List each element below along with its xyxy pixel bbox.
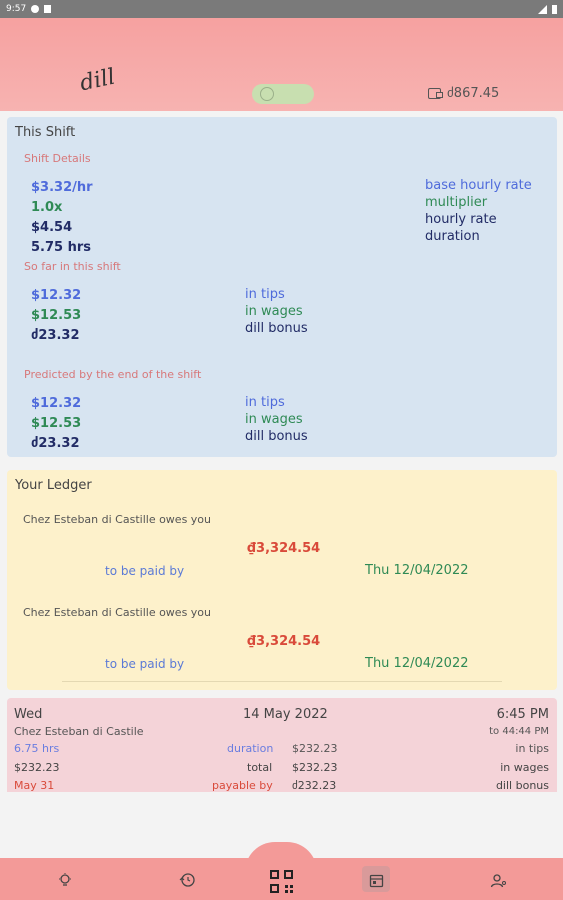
- ledger-divider: [62, 681, 502, 682]
- dill-logo: dill: [77, 64, 118, 97]
- clock-in-toggle[interactable]: [252, 84, 314, 104]
- so-far-tips-value: $12.32: [31, 288, 82, 303]
- storage-icon: [44, 5, 51, 13]
- balance-display[interactable]: [428, 86, 499, 101]
- predicted-tips-label: in tips: [245, 395, 285, 410]
- notification-icon: [31, 5, 39, 13]
- this-shift-card: [7, 117, 557, 457]
- row-total-label: total: [247, 761, 273, 774]
- so-far-heading: So far in this shift: [24, 260, 121, 273]
- calendar-icon[interactable]: [366, 870, 386, 890]
- row-date: 14 May 2022: [243, 707, 328, 722]
- row-end-time: to 44:44 PM: [489, 726, 549, 737]
- multiplier-value: 1.0x: [31, 200, 63, 215]
- duration-value: 5.75 hrs: [31, 240, 92, 255]
- row-total-value: $232.23: [14, 761, 60, 774]
- hourly-rate-value: $4.54: [31, 220, 73, 235]
- ledger-paid-by-label: to be paid by: [105, 657, 185, 671]
- predicted-wages-label: in wages: [245, 412, 303, 427]
- row-bonus-value: ძ232.23: [292, 779, 337, 792]
- row-day: Wed: [14, 707, 43, 722]
- predicted-tips-value: $12.32: [31, 396, 82, 411]
- balance-amount: ძ867.45: [447, 86, 500, 101]
- battery-icon: [552, 5, 557, 14]
- ledger-owes-text: Chez Esteban di Castille owes you: [23, 513, 212, 526]
- shift-card-title: This Shift: [15, 125, 76, 140]
- status-time: 9:57: [6, 4, 27, 14]
- ledger-owes-text: Chez Esteban di Castille owes you: [23, 606, 212, 619]
- row-wages-label: in wages: [500, 761, 549, 774]
- shift-history-row[interactable]: [7, 698, 557, 792]
- wallet-icon: [428, 88, 441, 99]
- row-wages-value: $232.23: [292, 761, 338, 774]
- predicted-bonus-value: ძ23.32: [31, 436, 80, 451]
- so-far-bonus-value: ძ23.32: [31, 328, 80, 343]
- so-far-wages-value: $12.53: [31, 308, 82, 323]
- predicted-heading: Predicted by the end of the shift: [24, 368, 202, 381]
- ledger-amount: ₫3,324.54: [247, 634, 321, 649]
- duration-label: duration: [425, 229, 480, 244]
- ledger-card: [7, 470, 557, 690]
- row-tips-label: in tips: [515, 742, 549, 755]
- base-rate-label: base hourly rate: [425, 178, 532, 193]
- status-bar: [0, 0, 563, 18]
- ledger-title: Your Ledger: [15, 478, 92, 493]
- row-tips-value: $232.23: [292, 742, 338, 755]
- so-far-wages-label: in wages: [245, 304, 303, 319]
- row-pay-date: May 31: [14, 779, 55, 792]
- row-payable-label: payable by: [212, 779, 273, 792]
- ledger-amount: ₫3,324.54: [247, 541, 321, 556]
- row-start-time: 6:45 PM: [496, 707, 549, 722]
- row-duration-label: duration: [227, 742, 274, 755]
- row-hours: 6.75 hrs: [14, 742, 60, 755]
- so-far-bonus-label: dill bonus: [245, 321, 308, 336]
- row-bonus-label: dill bonus: [495, 779, 549, 792]
- ledger-pay-date: Thu 12/04/2022: [365, 656, 469, 671]
- base-rate-value: $3.32/hr: [31, 180, 93, 195]
- history-icon[interactable]: [177, 870, 197, 890]
- profile-icon[interactable]: [488, 870, 508, 890]
- lightbulb-icon[interactable]: [55, 870, 75, 890]
- ledger-paid-by-label: to be paid by: [105, 564, 185, 578]
- predicted-wages-value: $12.53: [31, 416, 82, 431]
- multiplier-label: multiplier: [425, 195, 488, 210]
- signal-icon: [538, 5, 547, 14]
- row-employer: Chez Esteban di Castile: [14, 725, 144, 738]
- qr-code-icon[interactable]: [270, 870, 294, 894]
- toggle-knob: [260, 87, 274, 101]
- app-header: [0, 18, 563, 111]
- so-far-tips-label: in tips: [245, 287, 285, 302]
- ledger-pay-date: Thu 12/04/2022: [365, 563, 469, 578]
- predicted-bonus-label: dill bonus: [245, 429, 308, 444]
- hourly-rate-label: hourly rate: [425, 212, 497, 227]
- shift-details-heading: Shift Details: [24, 152, 91, 165]
